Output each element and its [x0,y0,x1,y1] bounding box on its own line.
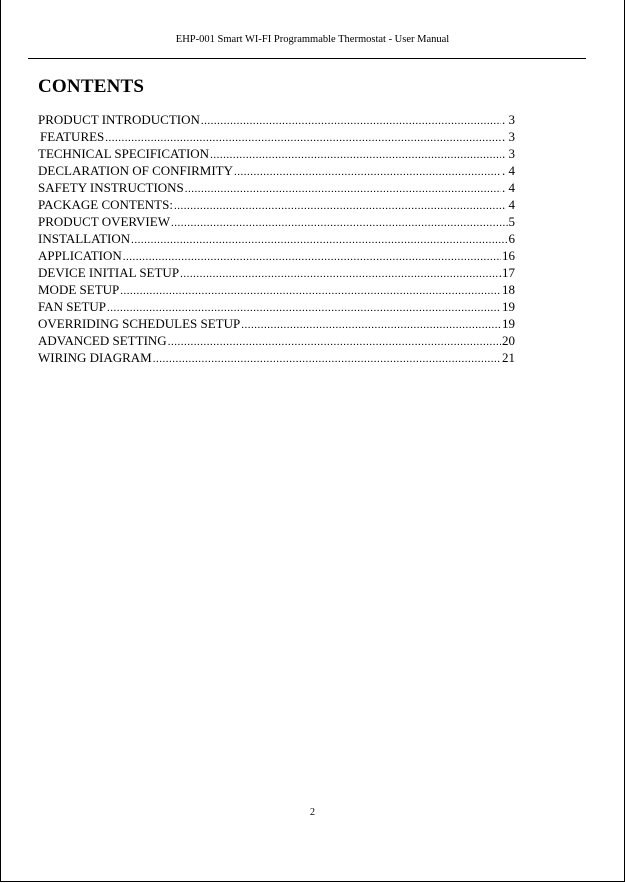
toc-dot-leader [131,232,507,247]
toc-entry-page: . 4 [502,163,515,178]
toc-entry-wiring-diagram[interactable] [38,349,515,366]
toc-entry-label: FAN SETUP [38,299,107,314]
toc-dot-leader [180,266,498,281]
toc-dot-leader [153,351,501,366]
toc-entry-advanced-setting[interactable] [38,332,515,349]
toc-entry-page: 20 [502,333,515,348]
toc-entry-label: APPLICATION [38,248,122,263]
toc-dot-leader [201,113,501,128]
toc-entry-page: . 4 [502,180,515,195]
toc-entry-page: 5 [508,214,515,229]
toc-entry-mode-setup[interactable] [38,281,515,298]
toc-entry-label: PACKAGE CONTENTS: [38,197,173,212]
toc-entry-label: PRODUCT INTRODUCTION [38,112,200,127]
toc-entry-page: 18 [502,282,515,297]
toc-dot-leader [171,215,508,230]
toc-entry-fan-setup[interactable] [38,298,515,315]
toc-entry-page: . 3 [502,146,515,161]
toc-entry-label: PRODUCT OVERVIEW [38,214,170,229]
toc-entry-label: OVERRIDING SCHEDULES SETUP [38,316,241,331]
toc-entry-label: MODE SETUP [38,282,120,297]
toc-entry-label: WIRING DIAGRAM [38,350,152,365]
toc-entry-product-overview[interactable] [38,213,515,230]
toc-entry-label: FEATURES [40,129,105,144]
toc-entry-page: 16 [502,248,515,263]
document-header: EHP-001 Smart WI-FI Programmable Thermostat - User Manual [175,34,450,45]
toc-entry-label: INSTALLATION [38,231,131,246]
toc-dot-leader [107,300,501,315]
toc-dot-leader [210,147,501,162]
toc-dot-leader [234,164,501,179]
toc-entry-page: 6 [508,231,515,246]
header-divider [28,58,586,59]
contents-heading: CONTENTS [38,76,145,97]
toc-entry-safety-instructions[interactable] [38,179,515,196]
toc-entry-overriding-schedules-setup[interactable] [38,315,515,332]
toc-dot-leader [120,283,501,298]
toc-entry-page: 21 [502,350,515,365]
toc-entry-page: 19 [502,299,515,314]
toc-entry-application[interactable] [38,247,515,264]
toc-dot-leader [105,130,501,145]
toc-entry-package-contents[interactable] [38,196,515,213]
table-of-contents [38,111,515,366]
toc-entry-installation[interactable] [38,230,515,247]
toc-entry-label: ADVANCED SETTING [38,333,167,348]
toc-dot-leader [241,317,501,332]
toc-entry-declaration-of-confirmity[interactable] [38,162,515,179]
toc-entry-page: . 3 [502,129,515,144]
toc-dot-leader [123,249,501,264]
toc-entry-label: TECHNICAL SPECIFICATION [38,146,210,161]
toc-entry-page: .17 [498,265,515,280]
toc-entry-product-introduction[interactable] [38,111,515,128]
toc-entry-features[interactable] [38,128,515,145]
toc-entry-page: . 3 [502,112,515,127]
toc-entry-technical-specification[interactable] [38,145,515,162]
toc-entry-label: SAFETY INSTRUCTIONS [38,180,184,195]
toc-entry-page: 19 [502,316,515,331]
toc-entry-label: DEVICE INITIAL SETUP [38,265,180,280]
toc-dot-leader [174,198,501,213]
toc-entry-page: . 4 [502,197,515,212]
toc-entry-device-initial-setup[interactable] [38,264,515,281]
toc-dot-leader [168,334,501,349]
page-number: 2 [310,807,315,818]
toc-dot-leader [185,181,501,196]
toc-entry-label: DECLARATION OF CONFIRMITY [38,163,234,178]
